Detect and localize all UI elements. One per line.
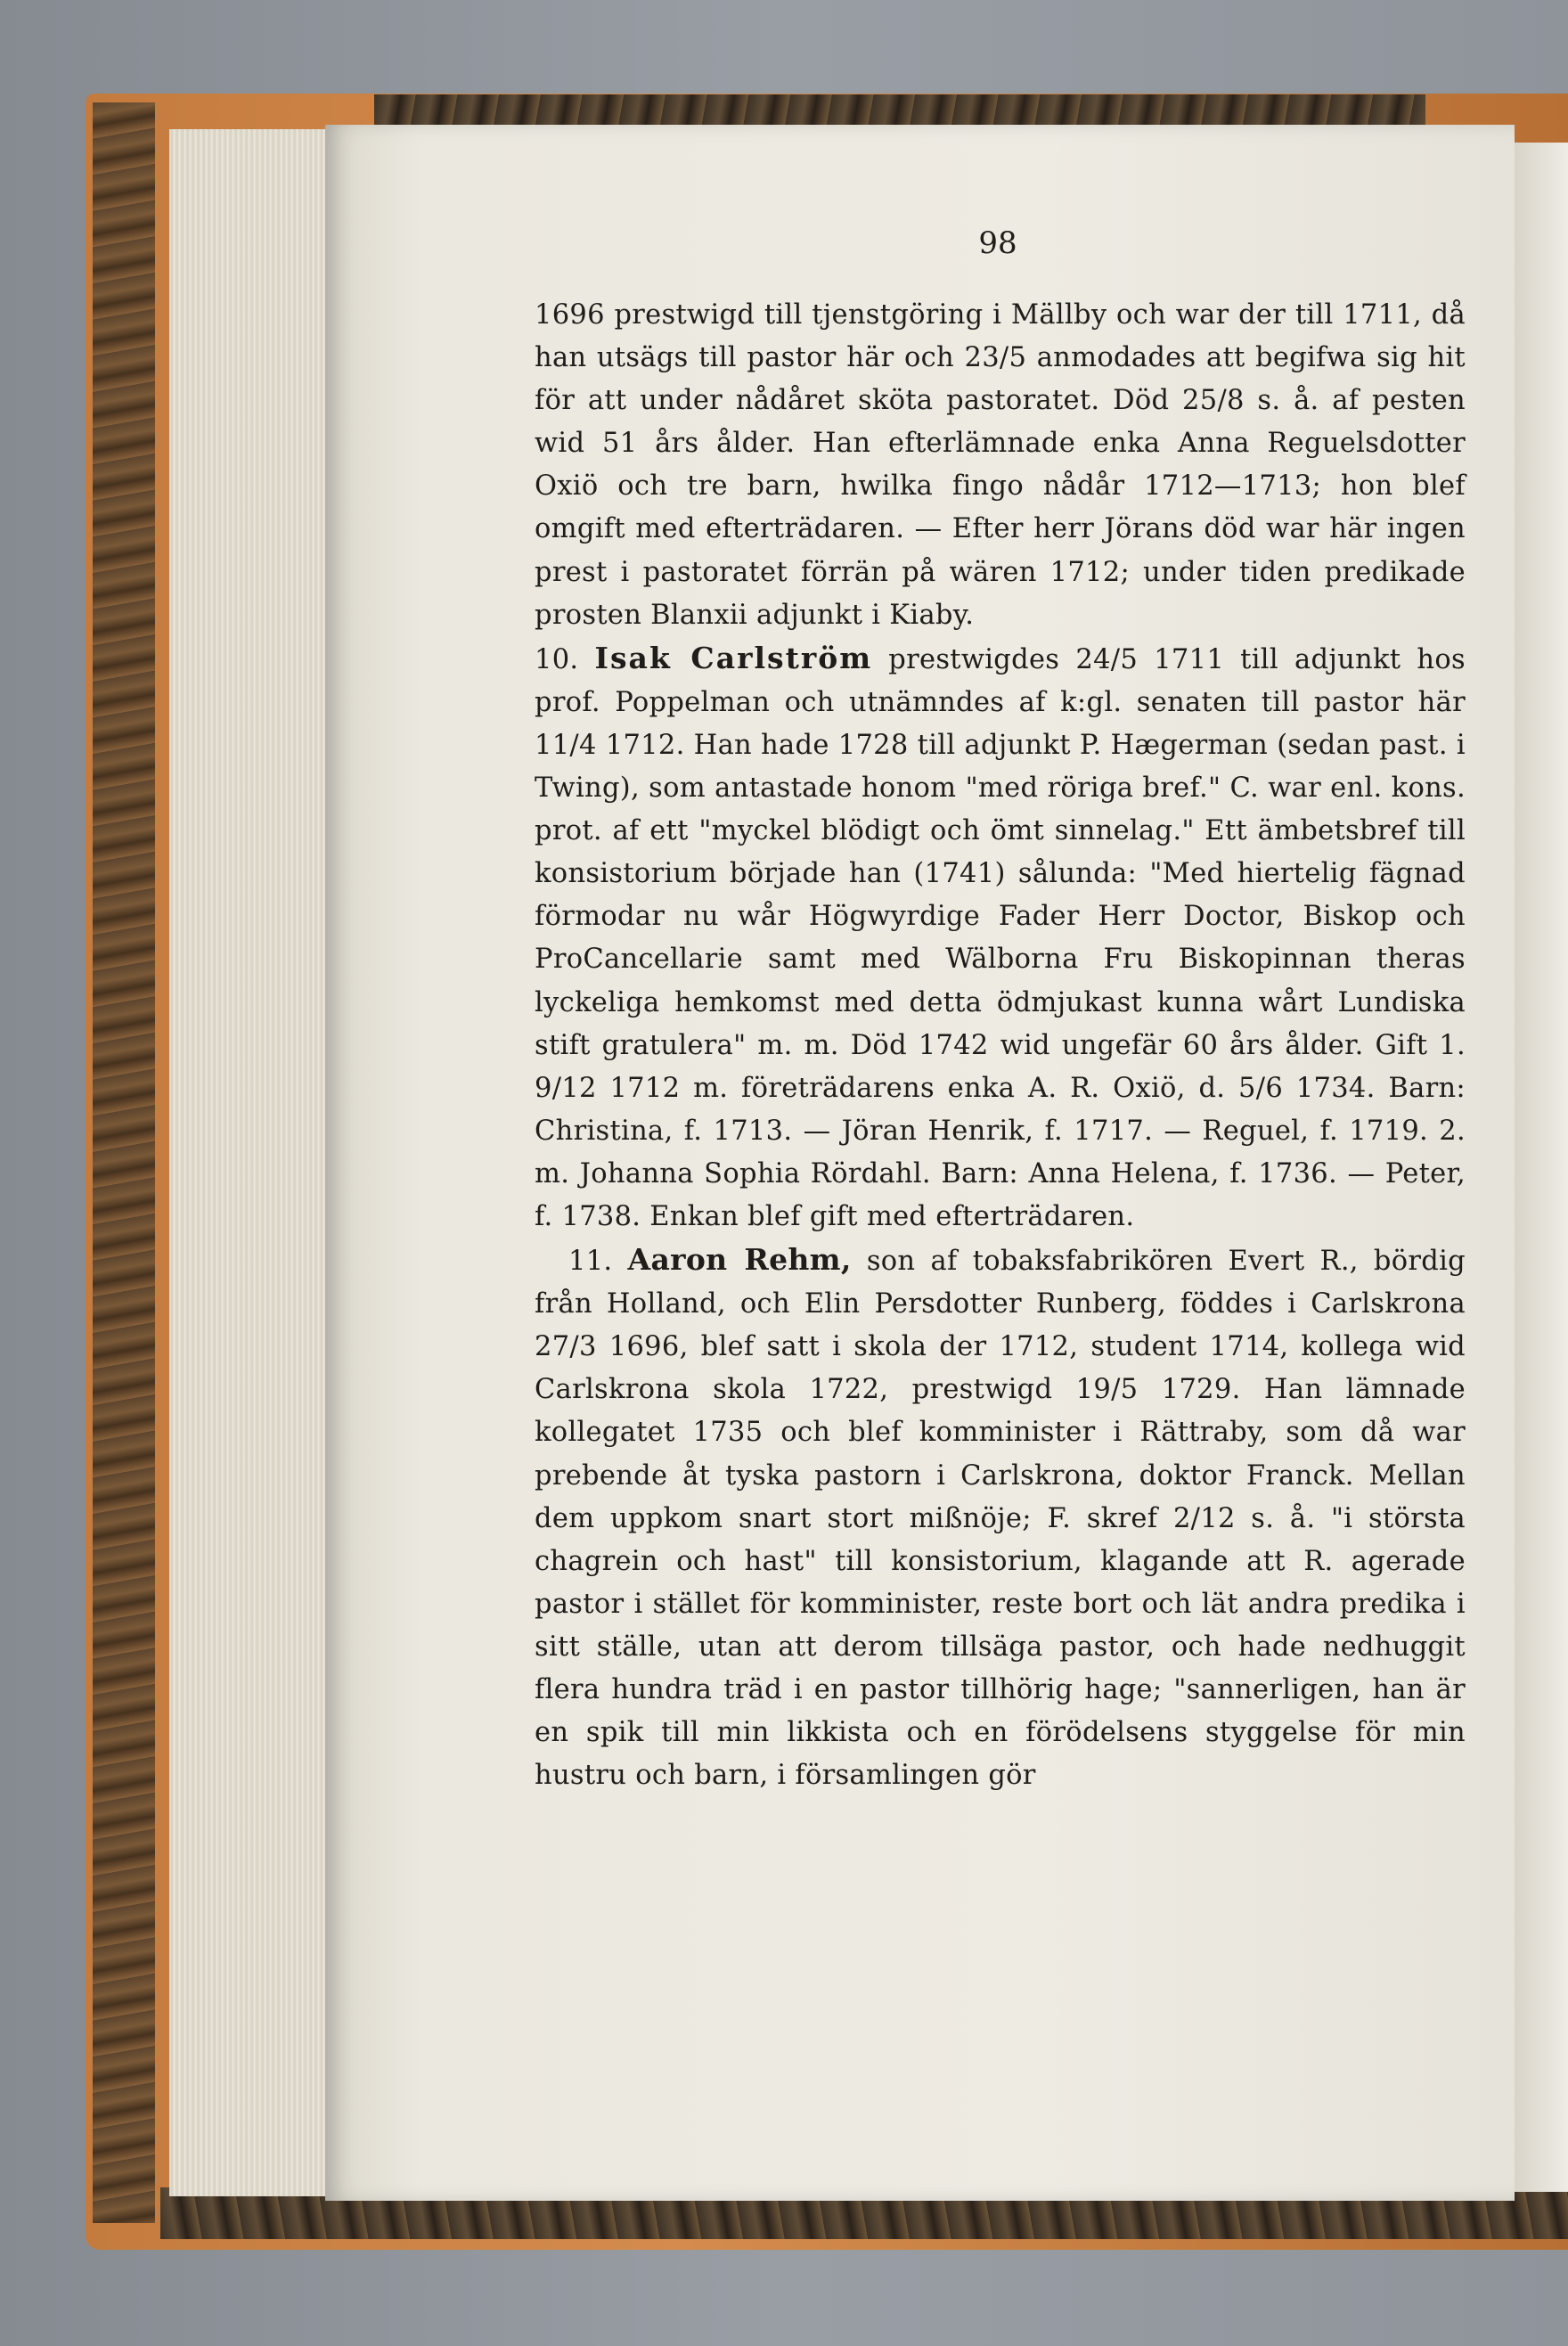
entry-10 bbox=[535, 637, 1466, 1238]
entry-10-number: 10. bbox=[535, 643, 579, 675]
page-number: 98 bbox=[978, 225, 1017, 261]
page-stack bbox=[169, 129, 349, 2196]
cover-marbled-edge bbox=[93, 102, 155, 2223]
entry-10-name: Isak Carlström bbox=[594, 640, 873, 675]
facing-page-edge bbox=[1515, 143, 1568, 2192]
entry-10-text: prestwigdes 24/5 1711 till adjunkt hos prof. Poppelman och utnämndes af k:gl. senaten till pastor här 11/4 1712. Han hade 1728 till adjunkt P. Hægerman (sedan past. i Twing), som antastade honom "med röriga bref." C. war enl. kons. prot. af ett "myckel blödigt och ömt sinnelag." Ett ämbetsbref till konsistorium började han (1741) sålunda: "Med hiertelig fägnad förmodar nu wår Högwyrdige Fader Herr Doctor, Biskop och ProCancellarie samt med Wälborna Fru Biskopinnan theras lyckeliga hemkomst med detta ödmjukast kunna wårt Lundiska stift gratulera" m. m. Död 1742 wid ungefär 60 års ålder. Gift 1. 9/12 1712 m. företrädarens enka A. R. Oxiö, d. 5/6 1734. Barn: Christina, f. 1713. — Jöran Henrik, f. 1717. — Reguel, f. 1719. 2. m. Johanna Sophia Rördahl. Barn: Anna Helena, f. 1736. — Peter, f. 1738. Enkan blef gift med efterträdaren. bbox=[535, 643, 1466, 1232]
page-text bbox=[535, 294, 1466, 1797]
entry-11-number: 11. bbox=[568, 1246, 613, 1278]
entry-11-text: son af tobaksfabrikören Evert R., bördig från Holland, och Elin Persdotter Runberg, föddes i Carlskrona 27/3 1696, blef satt i skola der 1712, student 1714, kollega wid Carlskrona skola 1722, prestwigd 19/5 1729. Han lämnade kollegatet 1735 och blef komminister i Rättraby, som då war prebende åt tyska pastorn i Carlskrona, doktor Franck. Mellan dem uppkom snart stort mißnöje; F. skref 2/12 s. å. "i största chagrein och hast" till konsistorium, klagande att R. agerade pastor i stället för komminister, reste bort och lät andra predika i sitt ställe, utan att derom tillsäga pastor, och hade nedhuggit flera hundra träd i en pastor tillhörig hage; "sannerligen, han är en spik till min likkista och en förödelsens styggelse för min hustru och barn, i församlingen gör bbox=[535, 1246, 1466, 1792]
entry-11 bbox=[535, 1238, 1466, 1797]
entry-11-name: Aaron Rehm, bbox=[627, 1242, 852, 1278]
entry-9-continuation: 1696 prestwigd till tjenstgöring i Mällby och war der till 1711, då han utsägs till pastor här och 23/5 anmodades att begifwa sig hit för att under nådåret sköta pastoratet. Död 25/8 s. å. af pesten wid 51 års ålder. Han efterlämnade enka Anna Reguelsdotter Oxiö och tre barn, hwilka fingo nådår 1712—1713; hon blef omgift med efterträdaren. — Efter herr Jörans död war här ingen prest i pastoratet förrän på wären 1712; under tiden predikade prosten Blanxii adjunkt i Kiaby. bbox=[535, 299, 1466, 631]
